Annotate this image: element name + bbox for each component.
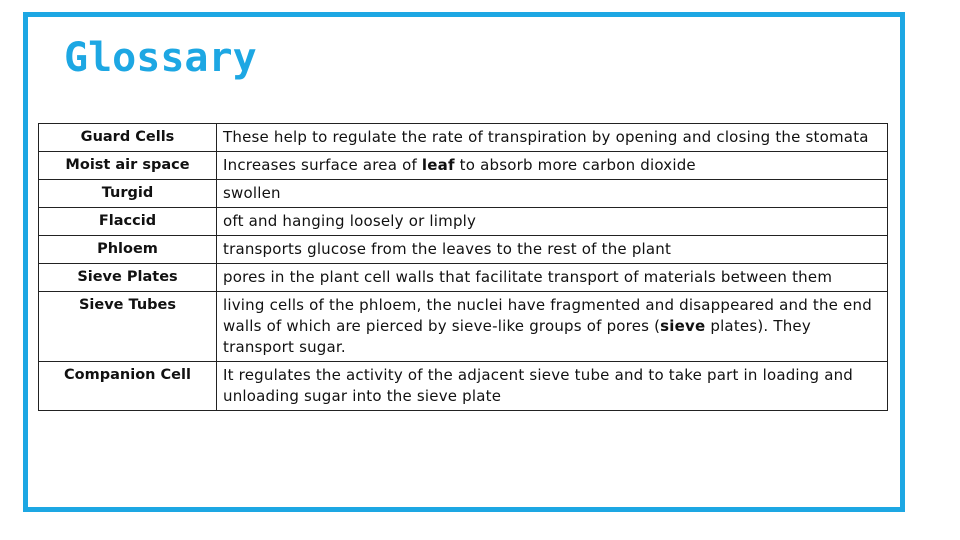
page-title: Glossary [64,35,257,81]
definition-cell: It regulates the activity of the adjacent sieve tube and to take part in loading and unloading sugar into the sieve plate [217,362,888,411]
table-row [39,180,888,208]
definition-cell: oft and hanging loosely or limply [217,208,888,236]
definition-cell [217,292,888,362]
term-cell: Moist air space [39,152,217,180]
definition-cell: swollen [217,180,888,208]
term-cell: Sieve Plates [39,264,217,292]
table-row [39,124,888,152]
table-row [39,236,888,264]
highlighted-word: leaf [421,156,455,174]
definition-text: plates). They transport sugar. [223,317,811,356]
definition-cell: transports glucose from the leaves to the rest of the plant [217,236,888,264]
definition-text: living cells of the phloem, the nuclei have fragmented and disappeared and the end walls of which are pierced by sieve-like groups of pores ( [223,296,872,335]
table-row [39,208,888,236]
table-row [39,152,888,180]
definition-cell: These help to regulate the rate of transpiration by opening and closing the stomata [217,124,888,152]
table-row [39,264,888,292]
table-row [39,292,888,362]
definition-cell [217,152,888,180]
definition-text: to absorb more carbon dioxide [454,156,696,174]
term-cell: Turgid [39,180,217,208]
glossary-table [38,123,888,411]
term-cell: Flaccid [39,208,217,236]
table-row [39,362,888,411]
term-cell: Companion Cell [39,362,217,411]
term-cell: Sieve Tubes [39,292,217,362]
term-cell: Phloem [39,236,217,264]
definition-cell: pores in the plant cell walls that facilitate transport of materials between them [217,264,888,292]
definition-text: Increases surface area of [223,156,422,174]
term-cell: Guard Cells [39,124,217,152]
highlighted-word: sieve [660,317,706,335]
